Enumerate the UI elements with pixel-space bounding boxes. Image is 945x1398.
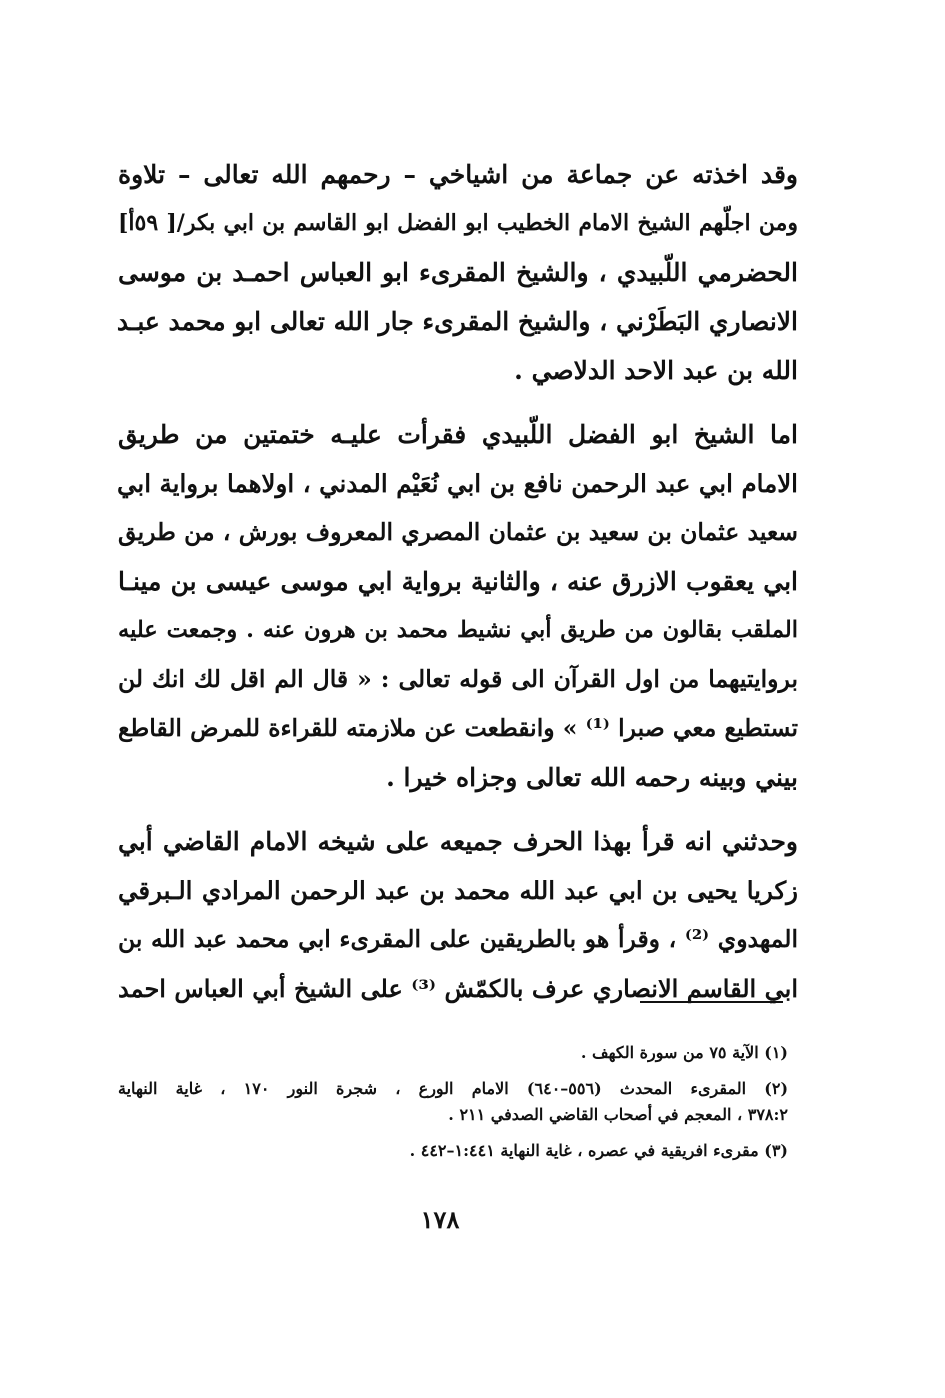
footnotes: [118, 1040, 788, 1164]
footnote-separator: [640, 1001, 783, 1003]
text-line: ابي القاسم الانصاري عرف بالكمّش ⁽³⁾ على الشيخ أبي العباس احمد: [118, 974, 798, 1003]
text-line: بيني وبينه رحمه الله تعالى وجزاه خيرا .: [386, 763, 798, 792]
text-line: سعيد عثمان بن سعيد بن عثمان المصري المعروف بورش ، من طريق: [118, 518, 798, 546]
paragraph-3: [118, 817, 798, 1013]
footnote-line: ٣٧٨:٢ ، المعجم في أصحاب القاضي الصدفي ٢١١ .: [448, 1105, 788, 1124]
footnote-1: [118, 1040, 788, 1066]
text-line: الحضرمي اللّبيدي ، والشيخ المقرىء ابو العباس احمـد بن موسى: [118, 258, 798, 287]
paragraph-2: [118, 410, 798, 802]
footnote-line: (٢) المقرىء المحدث (٥٥٦–٦٤٠) الامام الورع ، شجرة النور ١٧٠ ، غاية النهاية: [118, 1079, 789, 1098]
footnote-3: [118, 1138, 788, 1164]
main-text: [118, 150, 798, 1013]
footnote-2: [118, 1076, 788, 1128]
text-line: بروايتيهما من اول القرآن الى قوله تعالى : « قال الم اقل لك انك لن: [118, 665, 798, 693]
text-line: زكريا يحيى بن ابي عبد الله محمد بن عبد الرحمن المرادي الـبرقي: [118, 876, 798, 905]
text-line: تستطيع معي صبرا ⁽¹⁾ » وانقطعت عن ملازمته للقراءة للمرض القاطع: [117, 714, 798, 742]
text-line: وحدثني انه قرأ بهذا الحرف جميعه على شيخه الامام القاضي أبي: [118, 827, 798, 856]
paragraph-1: [118, 150, 798, 395]
text-line: ومن اجلّهم الشيخ الامام الخطيب ابو الفضل ابو القاسم بن ابي بكر/[ ٥٩أ]: [118, 210, 798, 236]
footnote-line: (١) الآية ٧٥ من سورة الكهف .: [580, 1043, 788, 1062]
text-line: اما الشيخ ابو الفضل اللّبيدي فقرأت عليـه ختمتين من طريق: [118, 420, 798, 449]
text-line: المهدوي ⁽²⁾ ، وقرأ هو بالطريقين على المقرىء ابي محمد عبد الله بن: [118, 925, 798, 953]
footnote-line: (٣) مقرىء افريقية في عصره ، غاية النهاية ١:٤٤١–٤٤٢ .: [409, 1141, 788, 1160]
text-line: وقد اخذته عن جماعة من اشياخي – رحمهم الله تعالى – تلاوة: [118, 160, 798, 189]
text-line: الملقب بقالون من طريق أبي نشيط محمد بن هرون عنه . وجمعت عليه: [118, 617, 798, 643]
text-line: الله بن عبد الاحد الدلاصي .: [514, 356, 798, 385]
page-number: ١٧٨: [420, 1205, 460, 1234]
text-line: الانصاري البَطَرْني ، والشيخ المقرىء جار الله تعالى ابو محمد عبـد: [116, 307, 798, 336]
text-line: ابي يعقوب الازرق عنه ، والثانية برواية ابي موسى عيسى بن مينـا: [118, 567, 798, 596]
text-line: الامام ابي عبد الرحمن نافع بن ابي نُعَيْم المدني ، اولاهما برواية ابي: [116, 469, 798, 498]
